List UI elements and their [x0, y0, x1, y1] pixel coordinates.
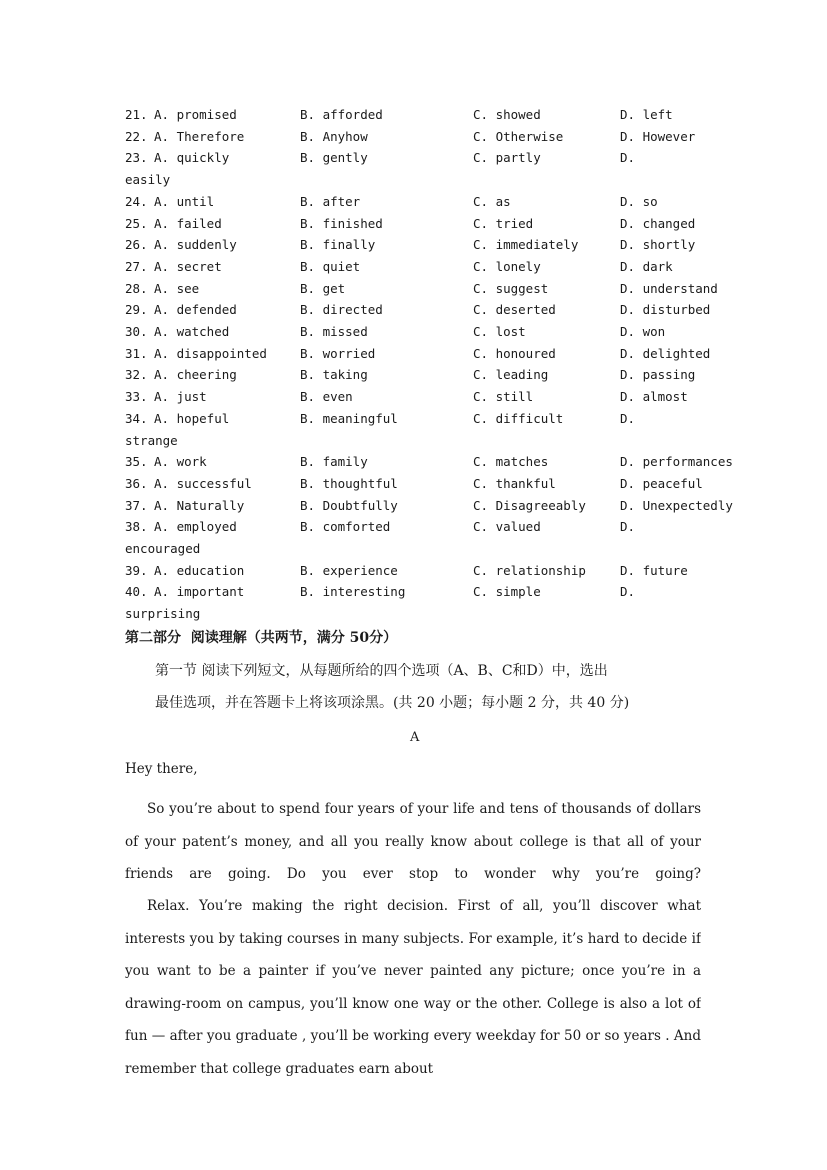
option-d: D.	[620, 584, 636, 600]
option-a: A. defended	[154, 302, 237, 318]
option-d: D. However	[620, 128, 696, 144]
option-d: D. peaceful	[620, 475, 703, 491]
option-a: A. quickly	[154, 150, 230, 166]
option-d-wrapped: strange	[125, 432, 178, 448]
option-c: C. simple	[473, 584, 541, 600]
option-a: A. until	[154, 193, 215, 209]
option-a: A. successful	[154, 475, 252, 491]
option-d: D. understand	[620, 280, 718, 296]
option-b: B. interesting	[300, 584, 406, 600]
option-b: B. quiet	[300, 258, 361, 274]
option-c: C. suggest	[473, 280, 549, 296]
question-number: 22.	[125, 128, 148, 144]
option-b: B. Anyhow	[300, 128, 368, 144]
question-number: 27.	[125, 258, 148, 274]
question-number: 34.	[125, 410, 148, 426]
option-d: D. delighted	[620, 345, 711, 361]
option-c: C. partly	[473, 150, 541, 166]
option-c: C. relationship	[473, 562, 586, 578]
option-b: B. missed	[300, 324, 368, 339]
question-number: 23.	[125, 150, 148, 166]
question-number: 21.	[125, 107, 148, 122]
question-number: 36.	[125, 475, 148, 491]
option-a: A. Therefore	[154, 128, 245, 144]
question-number: 24.	[125, 193, 148, 209]
option-a: A. education	[154, 562, 245, 578]
option-b: B. gently	[300, 150, 368, 166]
option-c: C. leading	[473, 367, 549, 383]
option-c: C. showed	[473, 107, 541, 122]
option-a: A. employed	[154, 519, 237, 535]
option-b: B. get	[300, 280, 346, 296]
section-title: 第二部分 阅读理解（共两节，满分 50分）	[125, 630, 398, 646]
option-b: B. worried	[300, 345, 376, 361]
option-d: D.	[620, 519, 636, 535]
option-d: D.	[620, 150, 636, 166]
passage-paragraph-2: Relax. You’re making the right decision. First of all, you’ll discover what interests you by taking courses in many subjects. For example, it’s hard to decide if you want to be a painter if you’ve never painted any picture; once you’re in a drawing-room on campus, you’ll know one way or the other. College is also a lot of fun — after you graduate , you’ll be working every weekday for 50 or so years . And remember that college graduates earn about	[125, 898, 701, 1077]
option-b: B. family	[300, 454, 368, 470]
option-a: A. suddenly	[154, 237, 237, 253]
option-d: D. left	[620, 107, 673, 122]
question-number: 40.	[125, 584, 148, 600]
option-b: B. meaningful	[300, 410, 398, 426]
option-a: A. Naturally	[154, 497, 245, 513]
option-d: D. passing	[620, 367, 696, 383]
option-d: D. future	[620, 562, 688, 578]
option-c: C. as	[473, 193, 511, 209]
question-number: 30.	[125, 324, 148, 339]
option-c: C. lonely	[473, 258, 541, 274]
passage-paragraph-1: So you’re about to spend four years of your life and tens of thousands of dollars of your patent’s money, and all you really know about college is that all of your friends are going. Do you ever stop to wonder why you’re going?	[125, 801, 701, 882]
question-number: 25.	[125, 215, 148, 231]
option-d: D. disturbed	[620, 302, 711, 318]
option-b: B. comforted	[300, 519, 391, 535]
option-a: A. secret	[154, 258, 222, 274]
question-number: 26.	[125, 237, 148, 253]
option-d: D. Unexpectedly	[620, 497, 733, 513]
section-instructions-line1: 第一节 阅读下列短文，从每题所给的四个选项（A、B、C和D）中，选出	[155, 663, 608, 679]
option-c: C. thankful	[473, 475, 556, 491]
option-d: D.	[620, 410, 636, 426]
question-number: 31.	[125, 345, 148, 361]
option-d: D. so	[620, 193, 658, 209]
option-a: A. failed	[154, 215, 222, 231]
option-b: B. thoughtful	[300, 475, 398, 491]
question-number: 37.	[125, 497, 148, 513]
option-a: A. just	[154, 389, 207, 405]
option-d-wrapped: surprising	[125, 606, 201, 622]
option-b: B. directed	[300, 302, 383, 318]
question-number: 35.	[125, 454, 148, 470]
option-a: A. see	[154, 280, 200, 296]
option-d: D. performances	[620, 454, 733, 470]
option-a: A. watched	[154, 324, 230, 339]
option-c: C. valued	[473, 519, 541, 535]
passage-label: A	[410, 730, 420, 745]
option-d: D. almost	[620, 389, 688, 405]
option-d: D. dark	[620, 258, 673, 274]
option-c: C. Disagreeably	[473, 497, 586, 513]
option-a: A. cheering	[154, 367, 237, 383]
option-c: C. Otherwise	[473, 128, 564, 144]
option-c: C. difficult	[473, 410, 564, 426]
question-number: 38.	[125, 519, 148, 535]
question-number: 32.	[125, 367, 148, 383]
option-b: B. afforded	[300, 107, 383, 122]
option-d: D. changed	[620, 215, 696, 231]
option-c: C. deserted	[473, 302, 556, 318]
option-a: A. hopeful	[154, 410, 230, 426]
option-b: B. finally	[300, 237, 376, 253]
option-a: A. disappointed	[154, 345, 267, 361]
option-a: A. promised	[154, 107, 237, 122]
option-b: B. Doubtfully	[300, 497, 398, 513]
option-c: C. lost	[473, 324, 526, 339]
option-b: B. after	[300, 193, 361, 209]
section-instructions-line2: 最佳选项，并在答题卡上将该项涂黑。(共 20 小题；每小题 2 分，共 40 分)	[155, 695, 630, 711]
option-c: C. tried	[473, 215, 534, 231]
option-d-wrapped: easily	[125, 172, 171, 188]
question-number: 33.	[125, 389, 148, 405]
option-c: C. honoured	[473, 345, 556, 361]
option-c: C. matches	[473, 454, 549, 470]
option-d-wrapped: encouraged	[125, 541, 201, 556]
question-number: 39.	[125, 562, 148, 578]
option-d: D. won	[620, 324, 666, 339]
passage-greeting: Hey there,	[125, 761, 198, 777]
question-number: 29.	[125, 302, 148, 318]
option-d: D. shortly	[620, 237, 696, 253]
option-c: C. still	[473, 389, 534, 405]
option-c: C. immediately	[473, 237, 579, 253]
question-number: 28.	[125, 280, 148, 296]
option-b: B. even	[300, 389, 353, 405]
option-a: A. work	[154, 454, 207, 470]
option-b: B. experience	[300, 562, 398, 578]
option-b: B. taking	[300, 367, 368, 383]
option-b: B. finished	[300, 215, 383, 231]
option-a: A. important	[154, 584, 245, 600]
